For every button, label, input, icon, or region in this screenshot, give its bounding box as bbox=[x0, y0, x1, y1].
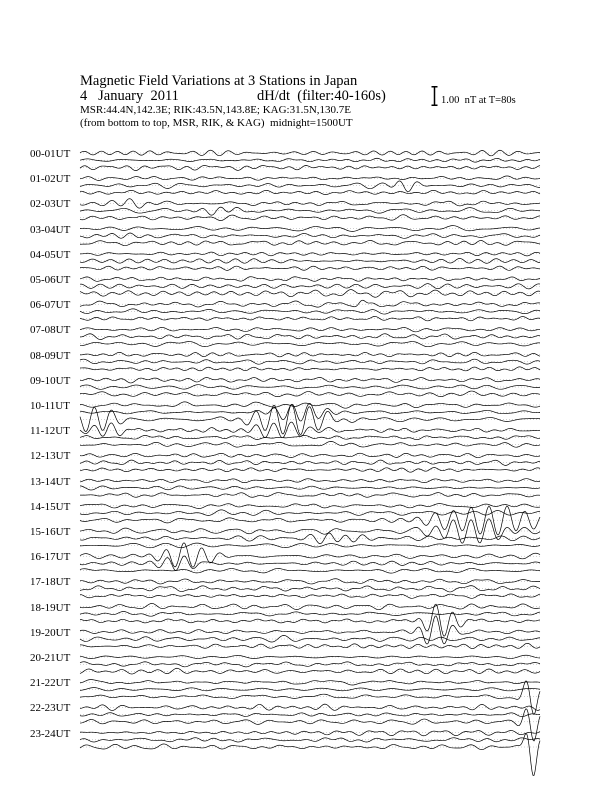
hour-label: 02-03UT bbox=[30, 198, 71, 211]
hour-label: 18-19UT bbox=[30, 601, 71, 614]
station-order-note: (from bottom to top, MSR, RIK, & KAG) midnight=1500UT bbox=[80, 117, 353, 129]
waveform-trace bbox=[80, 668, 540, 674]
hour-label: 10-11UT bbox=[30, 400, 70, 412]
waveform-trace bbox=[80, 422, 540, 438]
waveform-trace bbox=[80, 284, 540, 289]
waveform-trace bbox=[80, 181, 540, 192]
waveform-trace bbox=[80, 377, 540, 382]
hour-label: 06-07UT bbox=[30, 299, 71, 312]
chart-title: Magnetic Field Variations at 3 Stations in Japan bbox=[80, 73, 358, 89]
waveform-trace bbox=[80, 352, 540, 356]
waveform-trace bbox=[80, 506, 540, 535]
waveform-trace bbox=[80, 359, 540, 364]
hour-label: 05-06UT bbox=[30, 274, 71, 286]
waveform-trace bbox=[80, 510, 540, 516]
waveform-trace bbox=[80, 309, 540, 314]
waveform-trace bbox=[80, 391, 540, 397]
waveform-trace bbox=[80, 367, 540, 371]
waveform-trace bbox=[80, 709, 540, 741]
station-coordinates: MSR:44.4N,142.3E; RIK:43.5N,143.8E; KAG:31.5N,130.7E bbox=[80, 104, 352, 116]
hour-label: 14-15UT bbox=[30, 500, 71, 513]
hour-label: 23-24UT bbox=[30, 727, 71, 740]
chart-date: 4 January 2011 bbox=[80, 88, 179, 104]
hour-label: 17-18UT bbox=[30, 576, 71, 589]
waveform-trace bbox=[80, 533, 540, 544]
quantity-label: dH/dt (filter:40-160s) bbox=[257, 88, 386, 104]
waveform-trace bbox=[80, 327, 540, 331]
hour-label: 15-16UT bbox=[30, 526, 71, 538]
hour-label: 07-08UT bbox=[30, 324, 71, 337]
hour-label: 22-23UT bbox=[30, 702, 71, 715]
hour-label: 04-05UT bbox=[30, 248, 71, 261]
hour-label: 11-12UT bbox=[30, 425, 70, 438]
waveform-trace bbox=[80, 290, 540, 298]
scale-label: 1.00 nT at T=80s bbox=[441, 95, 516, 106]
hour-label: 01-02UT bbox=[30, 173, 71, 186]
waveform-trace bbox=[80, 730, 540, 735]
waveform-trace bbox=[80, 165, 540, 170]
hour-label: 16-17UT bbox=[30, 551, 71, 564]
waveform-trace bbox=[80, 738, 540, 742]
waveform-trace bbox=[80, 342, 540, 347]
hour-label: 19-20UT bbox=[30, 626, 71, 639]
hour-label: 03-04UT bbox=[30, 223, 71, 236]
waveform-trace bbox=[80, 635, 540, 642]
waveform-trace bbox=[80, 486, 540, 490]
hour-label: 13-14UT bbox=[30, 475, 71, 488]
waveform-trace bbox=[80, 460, 540, 465]
waveform-trace bbox=[80, 643, 540, 648]
waveform-trace bbox=[80, 207, 540, 215]
waveform-trace bbox=[80, 704, 540, 710]
waveform-trace bbox=[80, 441, 540, 447]
hour-label: 21-22UT bbox=[30, 677, 71, 690]
hour-label: 20-21UT bbox=[30, 652, 71, 664]
hour-label: 12-13UT bbox=[30, 450, 71, 463]
hour-label: 00-01UT bbox=[30, 148, 71, 160]
waveform-trace bbox=[80, 176, 540, 180]
waveform-trace bbox=[80, 594, 540, 598]
hour-label: 09-10UT bbox=[30, 374, 71, 387]
hour-label: 08-09UT bbox=[30, 349, 71, 362]
waveform-trace bbox=[80, 300, 540, 307]
waveform-trace bbox=[80, 616, 540, 644]
